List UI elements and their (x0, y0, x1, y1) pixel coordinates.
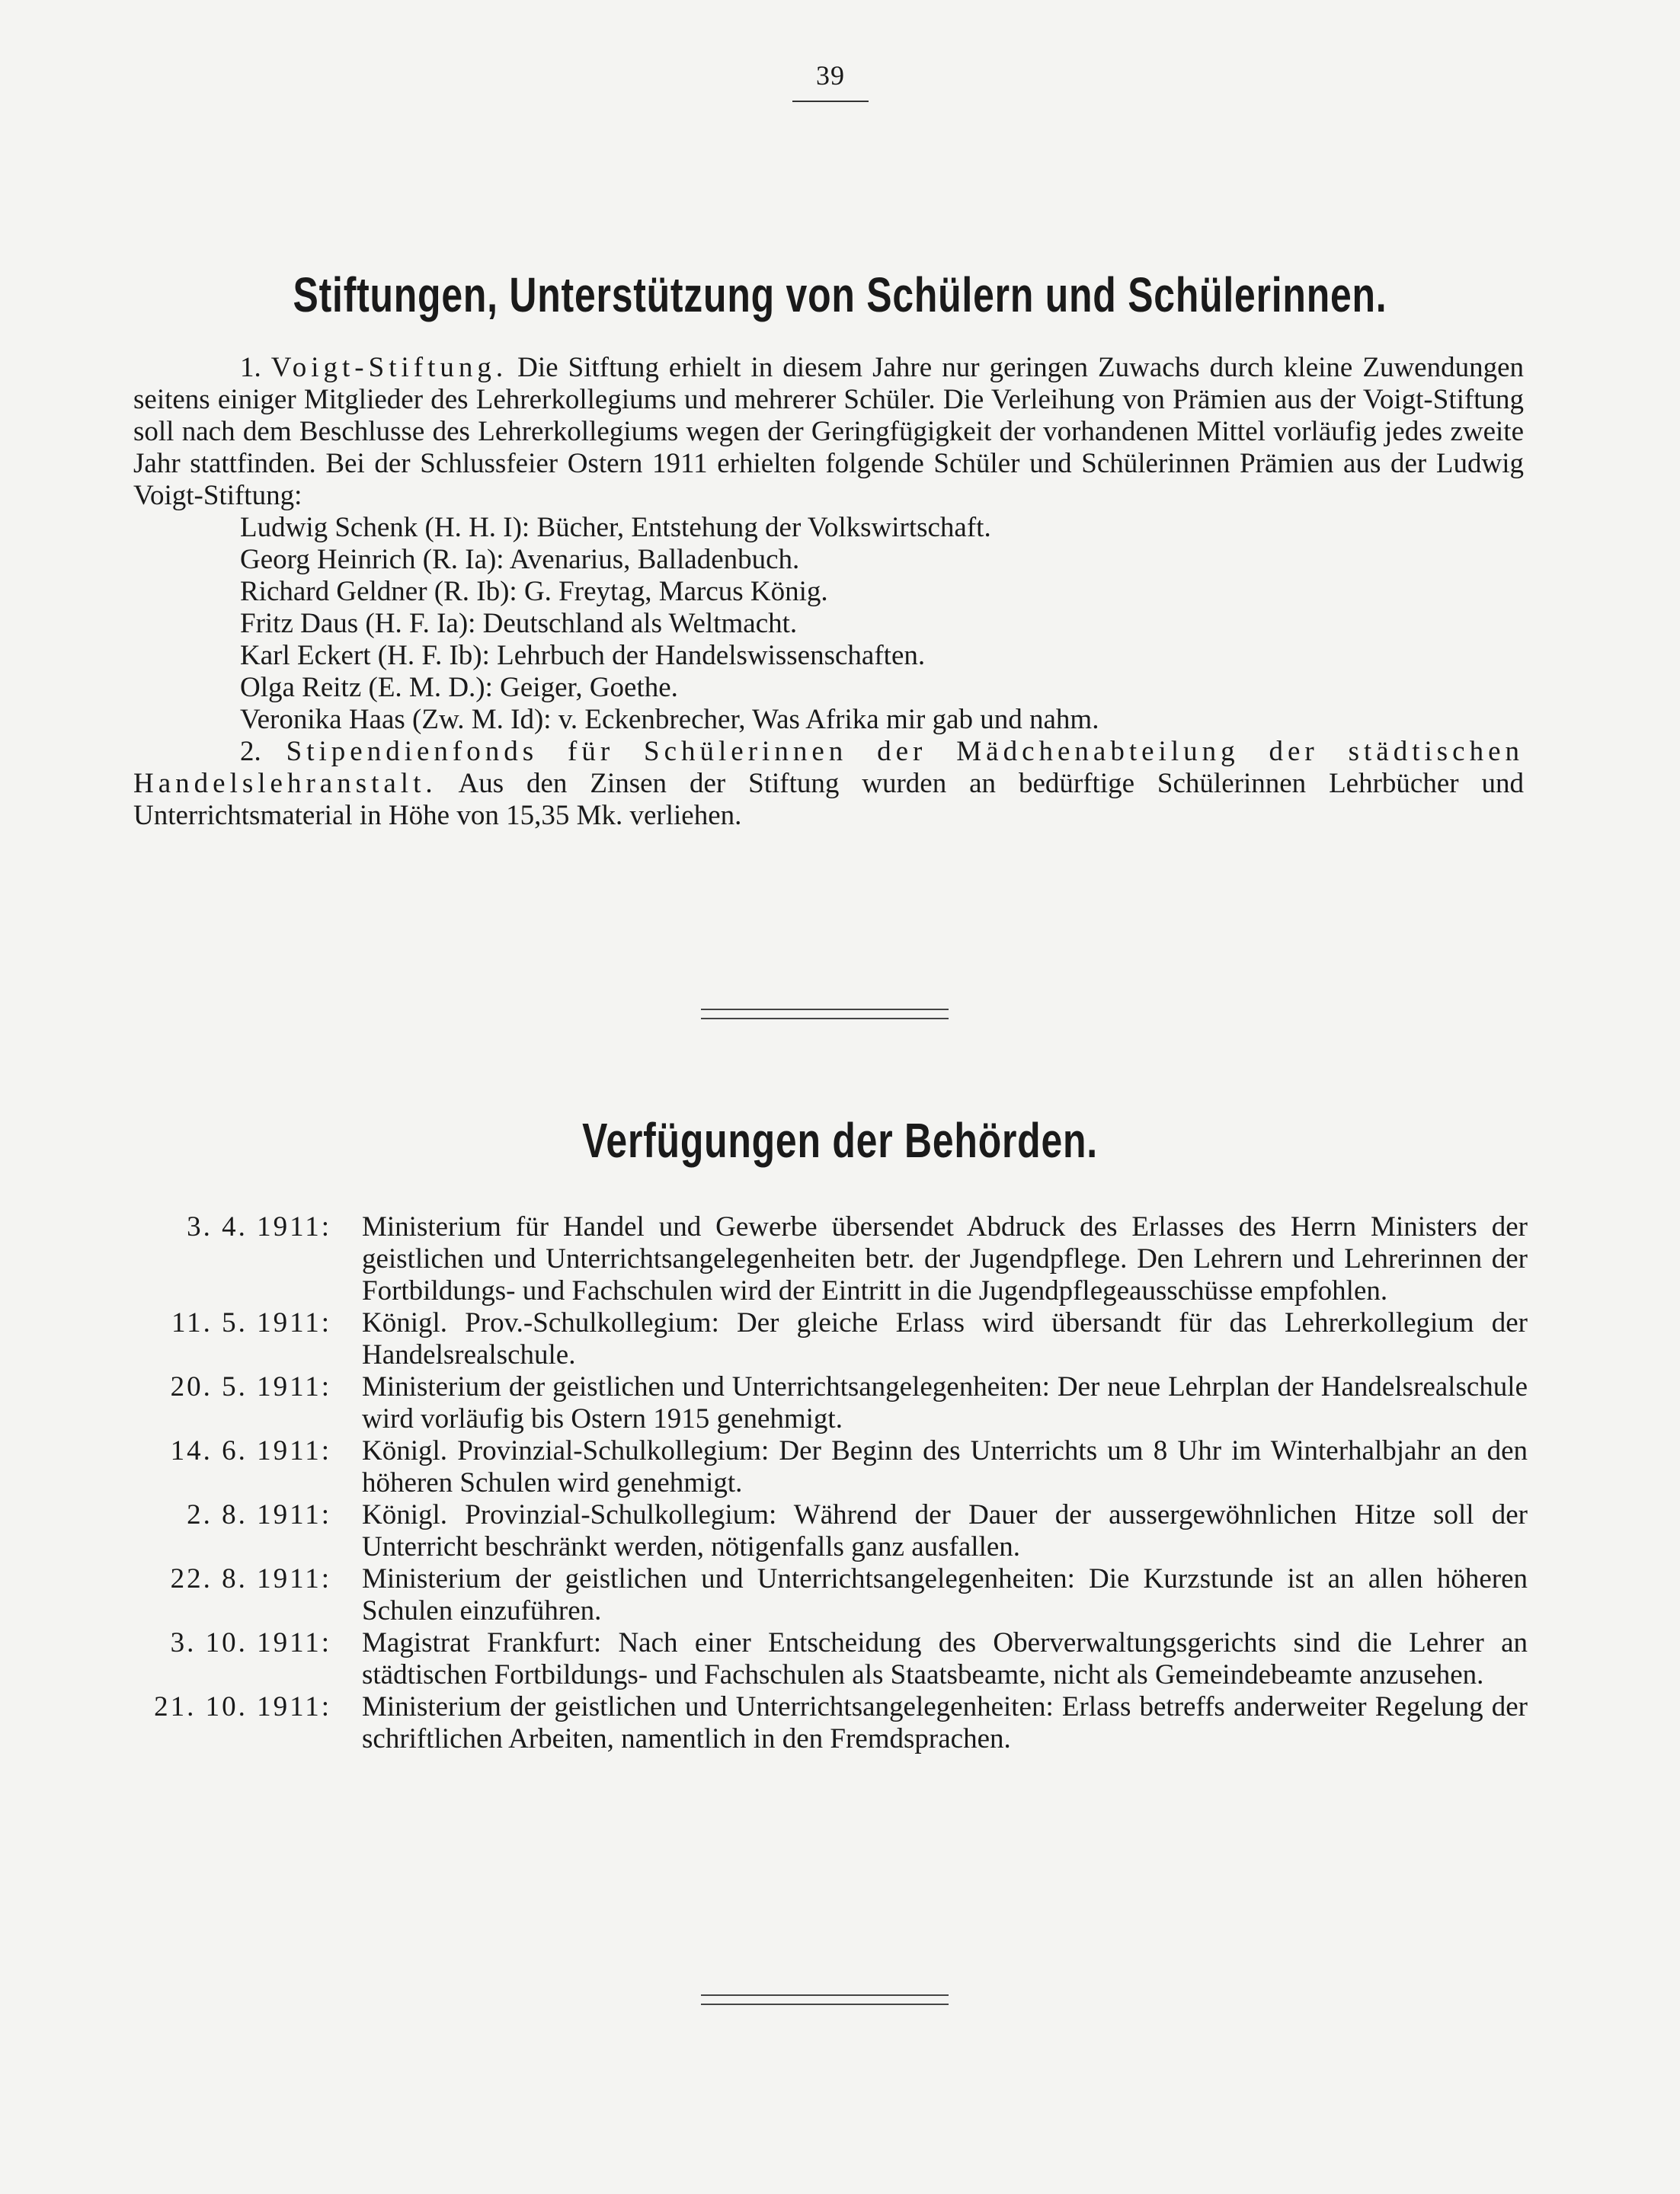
decree-date: 3. 4. 1911: (187, 1211, 331, 1243)
prize-item: Ludwig Schenk (H. H. I): Bücher, Entstehung der Volkswirtschaft. (240, 512, 991, 543)
section-title-verfuegungen: Verfügungen der Behörden. (582, 1113, 1098, 1168)
decree-row (118, 1627, 1528, 1691)
prize-item: Karl Eckert (H. F. Ib): Lehrbuch der Handelswissenschaften. (240, 640, 926, 671)
decree-row (118, 1435, 1528, 1499)
prize-item: Olga Reitz (E. M. D.): Geiger, Goethe. (240, 672, 678, 703)
decree-text: Königl. Prov.-Schulkollegium: Der gleiche Erlass wird übersandt für das Lehrerkollegium der Handelsrealschule. (362, 1307, 1528, 1370)
decree-row (118, 1691, 1528, 1755)
decree-row (118, 1563, 1528, 1627)
page-number-rule (792, 101, 869, 102)
decree-text: Ministerium für Handel und Gewerbe übersendet Abdruck des Erlasses des Herrn Ministers der geistlichen und Unterrichtsangelegenheiten betr. der Jugendpflege. Den Lehrern und Lehrerinnen der Fortbildungs- und Fachschulen wird der Eintritt in die Jugendpflegeausschüsse empfohlen. (362, 1211, 1528, 1306)
decree-row (118, 1499, 1528, 1563)
decree-row (118, 1371, 1528, 1435)
page-number: 39 (816, 60, 845, 91)
voigt-paragraph (133, 352, 1524, 512)
decree-date: 3. 10. 1911: (170, 1627, 331, 1658)
stipend-number: 2. (240, 736, 261, 767)
prize-item: Fritz Daus (H. F. Ia): Deutschland als Weltmacht. (240, 608, 798, 639)
decree-text: Ministerium der geistlichen und Unterrichtsangelegenheiten: Der neue Lehrplan der Handelsrealschule wird vorläufig bis Ostern 1915 genehmigt. (362, 1371, 1528, 1434)
prize-item: Georg Heinrich (R. Ia): Avenarius, Balladenbuch. (240, 544, 800, 575)
section-divider (701, 1994, 949, 2005)
decree-row (118, 1211, 1528, 1307)
section-title-stiftungen: Stiftungen, Unterstützung von Schülern und Schülerinnen. (293, 267, 1387, 322)
voigt-number: 1. (240, 352, 261, 383)
decree-text: Königl. Provinzial-Schulkollegium: Während der Dauer der aussergewöhnlichen Hitze soll der Unterricht beschränkt werden, nötigenfalls ganz ausfallen. (362, 1499, 1528, 1562)
prize-list (133, 512, 1524, 736)
stipend-text: Aus den Zinsen der Stiftung wurden an bedürftige Schülerinnen Lehrbücher und Unterrichtsmaterial in Höhe von 15,35 Mk. verliehen. (133, 768, 1524, 831)
decree-date: 11. 5. 1911: (171, 1307, 331, 1338)
decree-date: 20. 5. 1911: (170, 1371, 331, 1402)
stipend-paragraph (133, 736, 1524, 832)
prize-item: Richard Geldner (R. Ib): G. Freytag, Marcus König. (240, 576, 828, 607)
decree-text: Ministerium der geistlichen und Unterrichtsangelegenheiten: Die Kurzstunde ist an allen höheren Schulen einzuführen. (362, 1563, 1528, 1626)
decree-text: Ministerium der geistlichen und Unterrichtsangelegenheiten: Erlass betreffs anderweiter Regelung der schriftlichen Arbeiten, namentlich in den Fremdsprachen. (362, 1691, 1528, 1754)
stiftungen-body (133, 352, 1524, 832)
section-divider (701, 1009, 949, 1019)
decree-date: 21. 10. 1911: (154, 1691, 331, 1722)
decree-text: Magistrat Frankfurt: Nach einer Entscheidung des Oberverwaltungsgerichts sind die Lehrer an städtischen Fortbildungs- und Fachschulen als Staatsbeamte, nicht als Gemeindebeamte anzusehen. (362, 1627, 1528, 1690)
decree-list (118, 1211, 1528, 1755)
decree-date: 2. 8. 1911: (187, 1499, 331, 1530)
decree-row (118, 1307, 1528, 1371)
stipend-heading: Stipendienfonds für Schülerinnen der Mädchenabteilung der städtischen Handelslehranstalt. (133, 736, 1525, 799)
decree-date: 14. 6. 1911: (170, 1435, 331, 1466)
voigt-text: Die Sitftung erhielt in diesem Jahre nur geringen Zuwachs durch kleine Zuwendungen seitens einiger Mitglieder des Lehrerkollegiums und mehrerer Schüler. Die Verleihung von Prämien aus der Voigt-Stiftung soll nach dem Beschlusse des Lehrerkollegiums wegen der Geringfügigkeit der vorhandenen Mittel vorläufig jedes zweite Jahr stattfinden. Bei der Schlussfeier Ostern 1911 erhielten folgende Schüler und Schülerinnen Prämien aus der Ludwig Voigt-Stiftung: (133, 352, 1525, 511)
prize-item: Veronika Haas (Zw. M. Id): v. Eckenbrecher, Was Afrika mir gab und nahm. (240, 704, 1099, 735)
decree-date: 22. 8. 1911: (170, 1563, 331, 1594)
voigt-heading: Voigt-Stiftung. (270, 352, 508, 383)
decree-text: Königl. Provinzial-Schulkollegium: Der Beginn des Unterrichts um 8 Uhr im Winterhalbjahr an den höheren Schulen wird genehmigt. (362, 1435, 1528, 1498)
